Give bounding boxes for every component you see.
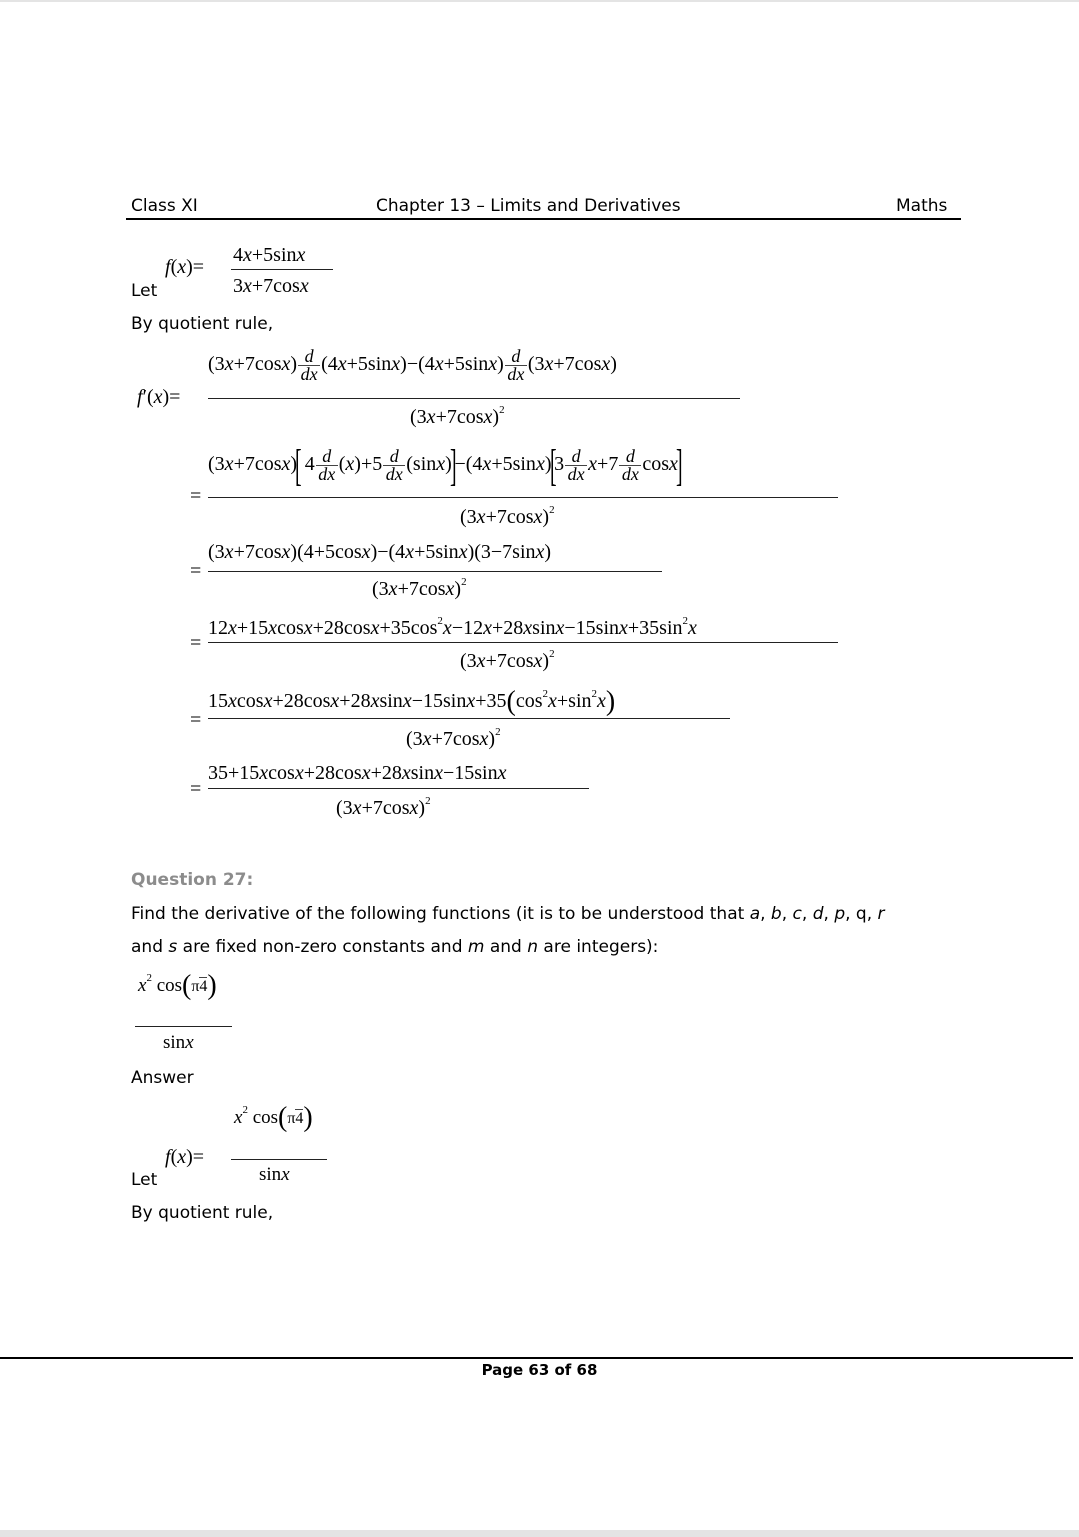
let-label: Let (131, 1170, 158, 1190)
question-prompt-line2: and s are fixed non-zero constants and m and n are integers): (131, 937, 659, 957)
step4-numerator: $12x+15xcosx+28\cos x+35\cos^2x-12x+28xsinx-15\sin x+35\sin^2x$ (208, 615, 697, 639)
f-numerator: $x^2$ cos(π4) (234, 1102, 313, 1133)
fraction-bar (231, 1159, 327, 1160)
step6-numerator: 35+15xcosx+28cosx+28xsinx−15sinx (208, 762, 507, 784)
fraction-bar (208, 497, 838, 498)
header-rule (126, 218, 961, 220)
viewer-bottom-strip (0, 1530, 1079, 1537)
step2-denominator: $(3x+7\cos x)^2$ (460, 504, 555, 528)
fraction-bar (231, 269, 333, 270)
fraction-bar (208, 642, 838, 643)
question-title: Question 27: (131, 870, 254, 890)
step6-denominator: $(3x+7\cos x)^2$ (336, 795, 431, 819)
page-number: Page 63 of 68 (481, 1361, 598, 1379)
equals-sign: = (190, 778, 202, 800)
fraction-bar (208, 571, 662, 572)
step2-numerator: (3x+7cosx)[ 4 $\frac{d}{dx}$ (x)+5 $\frac{d}{dx}$ (sinx)]−(4x+5sinx)[3 $\frac{d}{dx}$ x+7 $\frac{d}{dx}$ cosx] (208, 441, 683, 490)
quotient-rule-text: By quotient rule, (131, 314, 274, 334)
let-label: Let (131, 281, 158, 301)
equals-sign: = (190, 632, 202, 654)
question-prompt-line1: Find the derivative of the following functions (it is to be understood that a, b, c, d, p, q, r (131, 904, 885, 924)
f-denominator: sinx (259, 1164, 290, 1185)
quotient-rule-text: By quotient rule, (131, 1203, 274, 1223)
step5-numerator: $15xcosx+28\cos x+28xsinx-15\sin x+35(\cos^2x+\sin^2x)$ (208, 686, 616, 717)
step4-denominator: $(3x+7\cos x)^2$ (460, 648, 555, 672)
equals-sign: = (190, 709, 202, 731)
f-definition: f(x)= (165, 1146, 205, 1168)
viewer-top-strip (0, 0, 1079, 2)
header-chapter: Chapter 13 – Limits and Derivatives (376, 196, 681, 216)
equals-sign: = (190, 485, 202, 507)
expression-denominator: sinx (163, 1032, 194, 1053)
step1-denominator: $(3x+7\cos x)^2$ (410, 404, 505, 428)
step1-numerator: (3x+7cosx) $\frac{d}{dx}$ (4x+5sinx)−(4x+5sinx) $\frac{d}{dx}$ (3x+7cosx) (208, 346, 617, 384)
fraction-bar (208, 398, 740, 399)
fprime-lhs: f′(x)= (137, 386, 181, 408)
step3-numerator: (3x+7cosx)(4+5cosx)−(4x+5sinx)(3−7sinx) (208, 541, 552, 563)
f-denominator: 3x+7cosx (233, 275, 309, 297)
equals-sign: = (190, 560, 202, 582)
fraction-bar (208, 718, 730, 719)
footer-rule (0, 1357, 1073, 1359)
answer-label: Answer (131, 1068, 194, 1088)
step5-denominator: $(3x+7\cos x)^2$ (406, 726, 501, 750)
f-definition: f(x)= (165, 256, 205, 278)
step3-denominator: $(3x+7\cos x)^2$ (372, 576, 467, 600)
header-class: Class XI (131, 196, 198, 216)
f-numerator: 4x+5sinx (233, 244, 306, 266)
expression-numerator: $x^2$ cos(π4) (138, 970, 217, 1001)
header-subject: Maths (896, 196, 948, 216)
fraction-bar (208, 788, 589, 789)
fraction-bar (135, 1026, 232, 1027)
